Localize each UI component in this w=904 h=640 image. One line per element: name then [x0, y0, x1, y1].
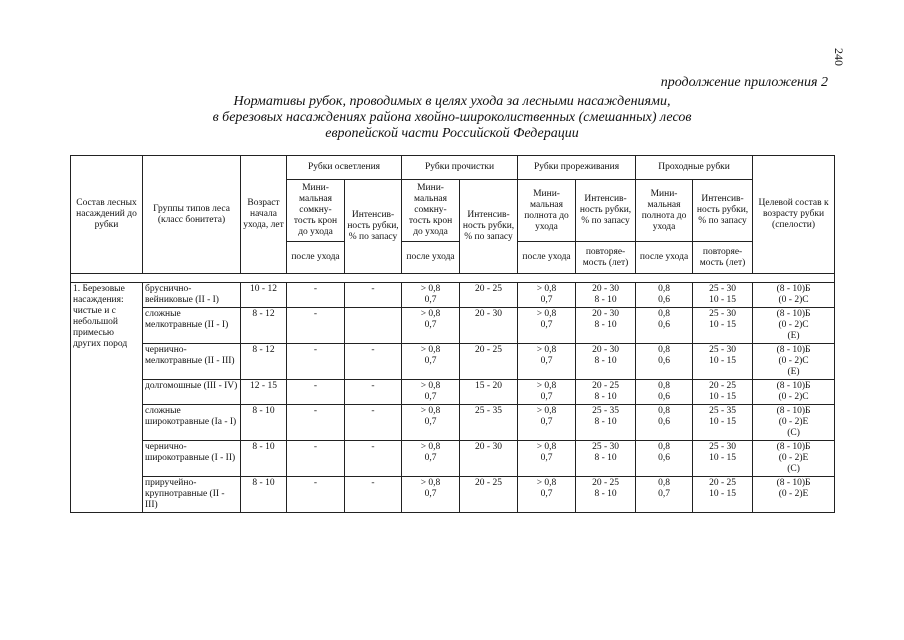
cell-clar-density: - [287, 308, 345, 344]
header-thinning: Рубки прореживания [518, 156, 636, 180]
header-after-care: после ухода [636, 242, 693, 274]
cell-pass-repeat: 25 - 30 10 - 15 [693, 283, 753, 308]
header-composition: Состав лесных насаждений до рубки [71, 156, 143, 274]
cell-clean-intensity: 20 - 25 [460, 283, 518, 308]
cell-age: 10 - 12 [241, 283, 287, 308]
title-line: Нормативы рубок, проводимых в целях ухода за лесными насаждениями, [233, 94, 671, 109]
cell-thin-density: > 0,8 0,7 [518, 477, 576, 513]
cell-clar-intensity: - [345, 405, 402, 441]
cell-clean-density: > 0,8 0,7 [402, 380, 460, 405]
header-min-crown: Мини-мальная сомкну-тость крон до ухода [287, 180, 345, 242]
header-intensity: Интенсив-ность рубки, % по запасу [345, 180, 402, 274]
cell-clar-intensity: - [345, 283, 402, 308]
header-after-care: после ухода [287, 242, 345, 274]
table-row [71, 380, 835, 405]
cell-clar-density: - [287, 477, 345, 513]
cell-clar-intensity: - [345, 380, 402, 405]
cell-pass-density: 0,8 0,6 [636, 344, 693, 380]
cell-thin-repeat: 20 - 30 8 - 10 [576, 283, 636, 308]
cell-target: (8 - 10)Б (0 - 2)Е [753, 477, 835, 513]
cell-clar-intensity: - [345, 441, 402, 477]
continuation-label: продолжение приложения 2 [660, 75, 828, 90]
cell-age: 8 - 10 [241, 477, 287, 513]
cell-target: (8 - 10)Б (0 - 2)С [753, 283, 835, 308]
cell-clean-density: > 0,8 0,7 [402, 344, 460, 380]
cell-age: 12 - 15 [241, 380, 287, 405]
cell-pass-density: 0,8 0,6 [636, 380, 693, 405]
header-intensity: Интенсив-ность рубки, % по запасу [460, 180, 518, 274]
cell-thin-repeat: 20 - 30 8 - 10 [576, 344, 636, 380]
document-title [70, 94, 834, 142]
header-repeat: повторяе-мость (лет) [576, 242, 636, 274]
cell-composition: 1. Березовые насаждения: чистые и с небольшой примесью других пород [71, 283, 143, 513]
header-clarification: Рубки осветления [287, 156, 402, 180]
header-intensity: Интенсив-ность рубки, % по запасу [693, 180, 753, 242]
norms-table [70, 155, 835, 513]
header-after-care: после ухода [518, 242, 576, 274]
cell-clar-density: - [287, 344, 345, 380]
cell-clar-density: - [287, 441, 345, 477]
cell-age: 8 - 10 [241, 405, 287, 441]
cell-target: (8 - 10)Б (0 - 2)С [753, 380, 835, 405]
cell-thin-repeat: 25 - 35 8 - 10 [576, 405, 636, 441]
cell-target: (8 - 10)Б (0 - 2)Е (С) [753, 405, 835, 441]
cell-target: (8 - 10)Б (0 - 2)С (Е) [753, 308, 835, 344]
cell-clean-intensity: 25 - 35 [460, 405, 518, 441]
header-min-density: Мини-мальная полнота до ухода [518, 180, 576, 242]
header-age: Возраст начала ухода, лет [241, 156, 287, 274]
cell-pass-density: 0,8 0,7 [636, 477, 693, 513]
cell-thin-density: > 0,8 0,7 [518, 405, 576, 441]
cell-forest-group: сложные широкотравные (Ia - I) [143, 405, 241, 441]
cell-clar-intensity: - [345, 344, 402, 380]
cell-pass-density: 0,8 0,6 [636, 405, 693, 441]
cell-thin-density: > 0,8 0,7 [518, 380, 576, 405]
cell-thin-repeat: 20 - 30 8 - 10 [576, 308, 636, 344]
cell-clean-intensity: 20 - 30 [460, 308, 518, 344]
cell-pass-repeat: 20 - 25 10 - 15 [693, 477, 753, 513]
cell-pass-repeat: 25 - 30 10 - 15 [693, 344, 753, 380]
cell-age: 8 - 10 [241, 441, 287, 477]
cell-thin-repeat: 20 - 25 8 - 10 [576, 477, 636, 513]
header-repeat: повторяе-мость (лет) [693, 242, 753, 274]
cell-thin-density: > 0,8 0,7 [518, 441, 576, 477]
cell-clean-density: > 0,8 0,7 [402, 405, 460, 441]
cell-pass-repeat: 20 - 25 10 - 15 [693, 380, 753, 405]
cell-clar-intensity [345, 308, 402, 344]
cell-clean-density: > 0,8 0,7 [402, 283, 460, 308]
table-row [71, 308, 835, 344]
header-min-crown: Мини-мальная сомкну-тость крон до ухода [402, 180, 460, 242]
cell-forest-group: чернично-мелкотравные (II - III) [143, 344, 241, 380]
cell-pass-density: 0,8 0,6 [636, 308, 693, 344]
title-line: европейской части Российской Федерации [325, 126, 579, 141]
table-row [71, 405, 835, 441]
cell-clean-density: > 0,8 0,7 [402, 441, 460, 477]
cell-pass-density: 0,8 0,6 [636, 283, 693, 308]
cell-clar-intensity: - [345, 477, 402, 513]
table-row [71, 344, 835, 380]
cell-forest-group: долгомошные (III - IV) [143, 380, 241, 405]
cell-clar-density: - [287, 283, 345, 308]
cell-thin-repeat: 25 - 30 8 - 10 [576, 441, 636, 477]
cell-clar-density: - [287, 380, 345, 405]
cell-thin-density: > 0,8 0,7 [518, 283, 576, 308]
header-cleaning: Рубки прочистки [402, 156, 518, 180]
header-intensity: Интенсив-ность рубки, % по запасу [576, 180, 636, 242]
cell-pass-repeat: 25 - 30 10 - 15 [693, 308, 753, 344]
cell-clean-intensity: 15 - 20 [460, 380, 518, 405]
cell-pass-density: 0,8 0,6 [636, 441, 693, 477]
cell-forest-group: чернично-широкотравные (I - II) [143, 441, 241, 477]
title-line: в березовых насаждениях района хвойно-широколиственных (смешанных) лесов [212, 110, 692, 125]
cell-thin-density: > 0,8 0,7 [518, 344, 576, 380]
cell-forest-group: сложные мелкотравные (II - I) [143, 308, 241, 344]
cell-age: 8 - 12 [241, 308, 287, 344]
cell-clean-intensity: 20 - 30 [460, 441, 518, 477]
cell-clean-density: > 0,8 0,7 [402, 477, 460, 513]
cell-forest-group: приручейно-крупнотравные (II - III) [143, 477, 241, 513]
page-number: 240 [832, 48, 846, 66]
cell-age: 8 - 12 [241, 344, 287, 380]
header-after-care: после ухода [402, 242, 460, 274]
header-forest-group: Группы типов леса (класс бонитета) [143, 156, 241, 274]
cell-pass-repeat: 25 - 30 10 - 15 [693, 441, 753, 477]
cell-target: (8 - 10)Б (0 - 2)Е (С) [753, 441, 835, 477]
cell-thin-repeat: 20 - 25 8 - 10 [576, 380, 636, 405]
header-passing: Проходные рубки [636, 156, 753, 180]
table-row [71, 283, 835, 308]
table-row [71, 441, 835, 477]
cell-clean-intensity: 20 - 25 [460, 344, 518, 380]
cell-target: (8 - 10)Б (0 - 2)С (Е) [753, 344, 835, 380]
cell-clean-intensity: 20 - 25 [460, 477, 518, 513]
table-row [71, 477, 835, 513]
cell-clar-density: - [287, 405, 345, 441]
header-min-density: Мини-мальная полнота до ухода [636, 180, 693, 242]
header-target: Целевой состав к возрасту рубки (спелости) [753, 156, 835, 274]
cell-forest-group: бруснично-вейниковые (II - I) [143, 283, 241, 308]
cell-clean-density: > 0,8 0,7 [402, 308, 460, 344]
cell-pass-repeat: 25 - 35 10 - 15 [693, 405, 753, 441]
cell-thin-density: > 0,8 0,7 [518, 308, 576, 344]
